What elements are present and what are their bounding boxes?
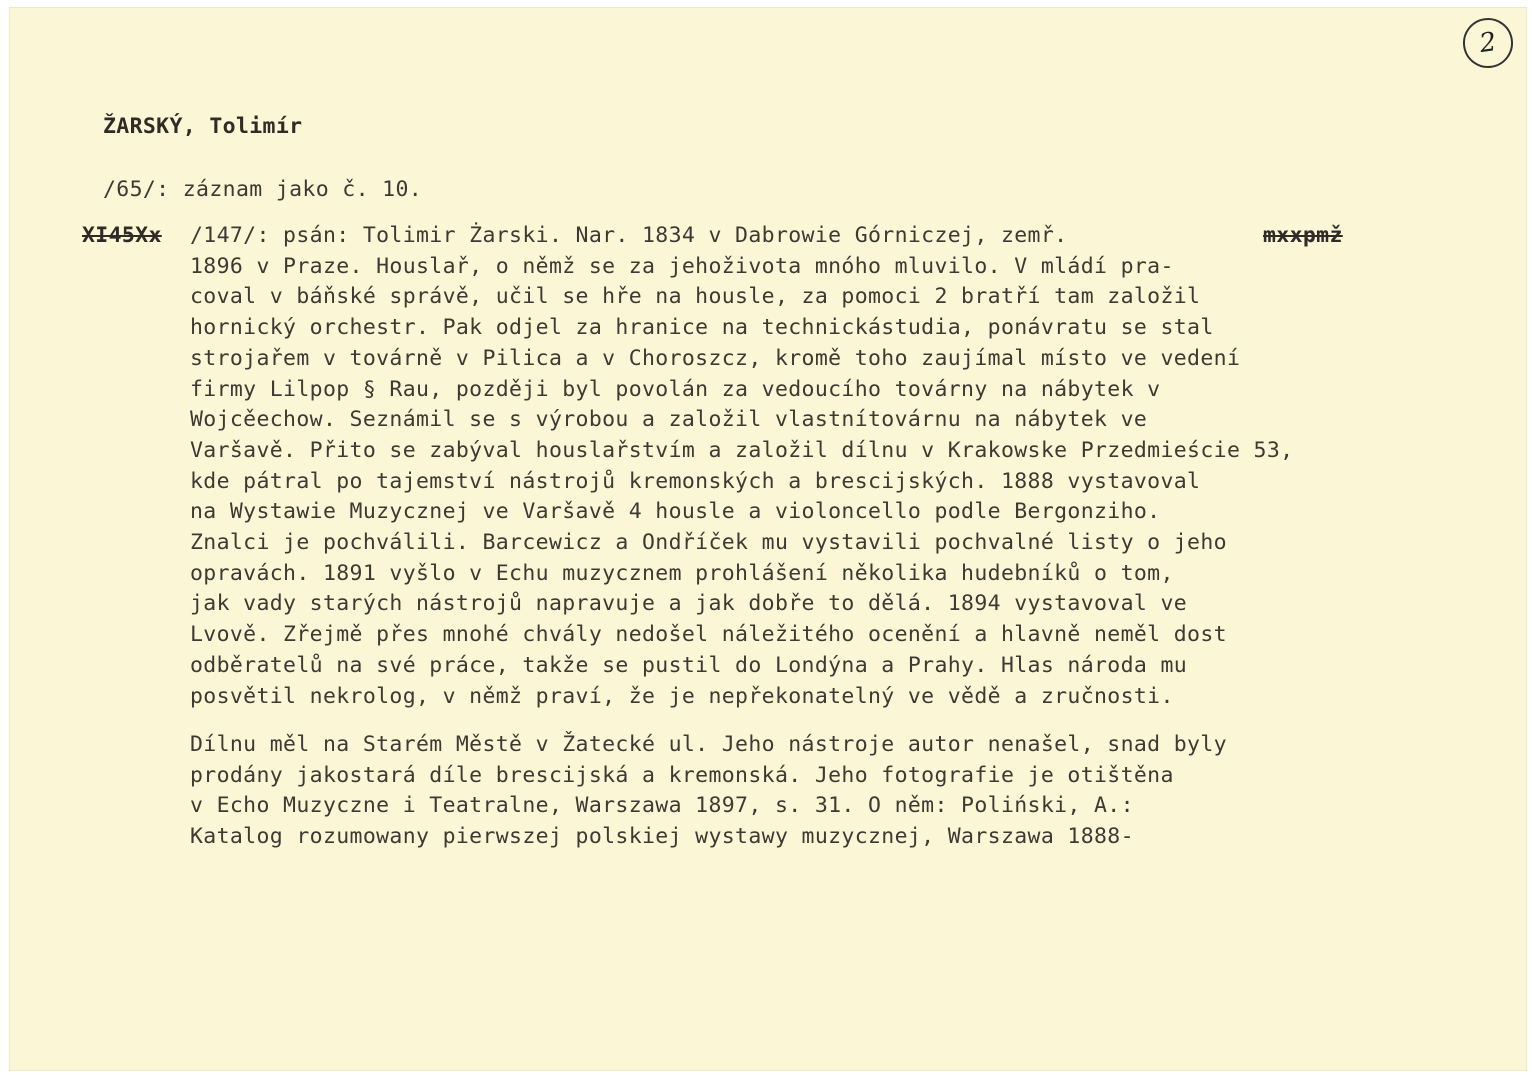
struck-prefix: XI45Xx xyxy=(82,223,162,248)
body-line: Znalci je pochválili. Barcewicz a Ondříček mu vystavili pochvalné listy o jeho xyxy=(190,530,1227,555)
page-number-circle: 2 xyxy=(1460,15,1516,71)
body-line: opravách. 1891 vyšlo v Echu muzycznem prohlášení několika hudebníků o tom, xyxy=(190,560,1174,586)
body-line: Lvově. Zřejmě přes mnohé chvály nedošel náležitého ocenění a hlavně neměl dost xyxy=(190,622,1227,648)
body-line: coval v báňské správě, učil se hře na housle, za pomoci 2 bratří tam založil xyxy=(190,284,1201,310)
body-line: na Wystawie Muzycznej ve Varšavě 4 housle a violoncello podle Bergonziho. xyxy=(190,499,1161,525)
struck-word: mxxpmž xyxy=(1263,223,1343,248)
body-line: 1896 v Praze. Houslař, o němž se za jehoživota mnóho mluvilo. V mládí pra- xyxy=(190,253,1174,279)
body-line: v Echo Muzyczne i Teatralne, Warszawa 1897, s. 31. O něm: Poliński, A.: xyxy=(190,793,1134,819)
reference-line-65: /65/: záznam jako č. 10. xyxy=(103,177,423,202)
body-line: Varšavě. Přito se zabýval houslařstvím a založil dílnu v Krakowske Przedmieście 53, xyxy=(190,437,1294,463)
body-line: jak vady starých nástrojů napravuje a jak dobře to dělá. 1894 vystavoval ve xyxy=(190,591,1188,617)
body-line: odběratelů na své práce, takže se pustil do Londýna a Prahy. Hlas národa mu xyxy=(190,652,1188,678)
body-line: strojařem v továrně v Pilica a v Choroszcz, kromě toho zaujímal místo ve vedení xyxy=(190,345,1241,371)
body-line: hornický orchestr. Pak odjel za hranice na technickástudia, ponávratu se stal xyxy=(190,315,1214,341)
index-card xyxy=(10,8,1526,1070)
card-heading: ŽARSKÝ, Tolimír xyxy=(103,114,303,139)
body-line: firmy Lilpop § Rau, později byl povolán za vedoucího továrny na nábytek v xyxy=(190,376,1161,402)
body-line: Dílnu měl na Starém Městě v Žatecké ul. Jeho nástroje autor nenašel, snad byly xyxy=(190,732,1227,757)
body-line: kde pátral po tajemství nástrojů kremonských a brescijských. 1888 vystavoval xyxy=(190,468,1201,494)
body-line: Wojcěechow. Seznámil se s výrobou a založil vlastnítovárnu na nábytek ve xyxy=(190,407,1148,433)
body-line: Katalog rozumowany pierwszej polskiej wystawy muzycznej, Warszawa 1888- xyxy=(190,824,1134,850)
body-line: posvětil nekrolog, v němž praví, že je nepřekonatelný ve vědě a zručnosti. xyxy=(190,683,1174,709)
body-line: /147/: psán: Tolimir Żarski. Nar. 1834 v Dabrowie Górniczej, zemř. xyxy=(190,223,1081,248)
body-line: prodány jakostará díle brescijská a kremonská. Jeho fotografie je otištěna xyxy=(190,762,1174,788)
